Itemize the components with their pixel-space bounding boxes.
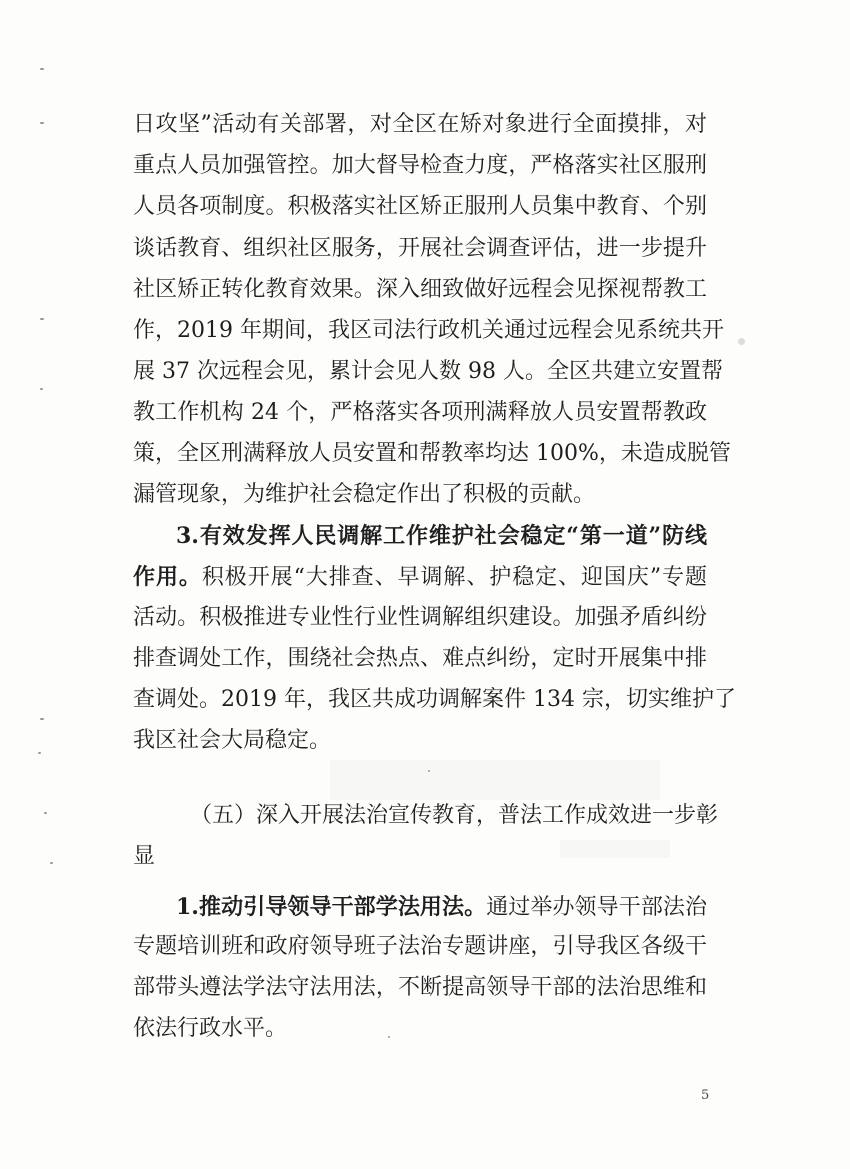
paragraph-line: 作，2019 年期间，我区司法行政机关通过远程会见系统共开 <box>133 318 724 343</box>
paragraph-line: 依法行政水平。 <box>133 1016 288 1041</box>
paragraph-line: 我区社会大局稳定。 <box>133 728 332 753</box>
paragraph-line: 策，全区刑满释放人员安置和帮教率均达 100%，未造成脱管 <box>133 441 731 466</box>
scan-speck <box>40 122 44 124</box>
subheading-tail: 作用。 <box>133 564 202 590</box>
paragraph-line: 教工作机构 24 个，严格落实各项刑满释放人员安置帮教政 <box>133 400 707 425</box>
paragraph-line: 部带头遵法学法守法用法，不断提高领导干部的法治思维和 <box>133 975 707 1000</box>
paragraph-line <box>133 562 707 593</box>
paragraph-line: 专题培训班和政府领导班子法治专题讲座，引导我区各级干 <box>133 934 707 959</box>
paragraph-line <box>176 892 707 923</box>
scan-speck <box>40 318 44 320</box>
paragraph-line: 人员各项制度。积极落实社区矫正服刑人员集中教育、个别 <box>133 194 707 219</box>
scan-speck <box>428 770 430 772</box>
page-number: 5 <box>701 1088 710 1103</box>
paragraph-line: 活动。积极推进专业性行业性调解组织建设。加强矛盾纠纷 <box>133 605 707 630</box>
paragraph-line: 社区矫正转化教育效果。深入细致做好远程会见探视帮教工 <box>133 277 707 302</box>
paragraph-line: 漏管现象，为维护社会稳定作出了积极的贡献。 <box>133 482 596 507</box>
paragraph-line: 谈话教育、组织社区服务，开展社会调查评估，进一步提升 <box>133 236 707 261</box>
section-heading-tail: 显 <box>133 844 156 869</box>
scan-shadow <box>560 840 670 858</box>
subheading-line: 1.推动引导领导干部学法用法。 <box>176 894 487 920</box>
scan-shadow <box>330 760 660 800</box>
scan-speck <box>40 718 44 720</box>
paragraph-line: 展 37 次远程会见，累计会见人数 98 人。全区共建立安置帮 <box>133 359 723 384</box>
scan-speck <box>40 388 43 390</box>
scan-speck <box>40 68 44 70</box>
scan-speck <box>50 862 53 864</box>
subheading-line: 3.有效发挥人民调解工作维护社会稳定“第一道”防线 <box>176 523 707 549</box>
scan-speck <box>38 752 41 754</box>
scan-speck <box>388 1036 390 1038</box>
paragraph-line: 查调处。2019 年，我区共成功调解案件 134 宗，切实维护了 <box>133 687 736 712</box>
paragraph-text: 积极开展“大排查、早调解、护稳定、迎国庆”专题 <box>201 565 707 590</box>
section-heading: （五）深入开展法治宣传教育，普法工作成效进一步彰 <box>190 803 719 828</box>
scan-speck <box>44 812 47 814</box>
paragraph-line: 日攻坚”活动有关部署，对全区在矫对象进行全面摸排，对 <box>133 112 707 137</box>
scan-speck <box>738 338 745 345</box>
paragraph-text: 通过举办领导干部法治 <box>486 895 707 920</box>
paragraph-line: 重点人员加强管控。加大督导检查力度，严格落实社区服刑 <box>133 153 707 178</box>
paragraph-line: 排查调处工作，围绕社会热点、难点纠纷，定时开展集中排 <box>133 646 707 671</box>
